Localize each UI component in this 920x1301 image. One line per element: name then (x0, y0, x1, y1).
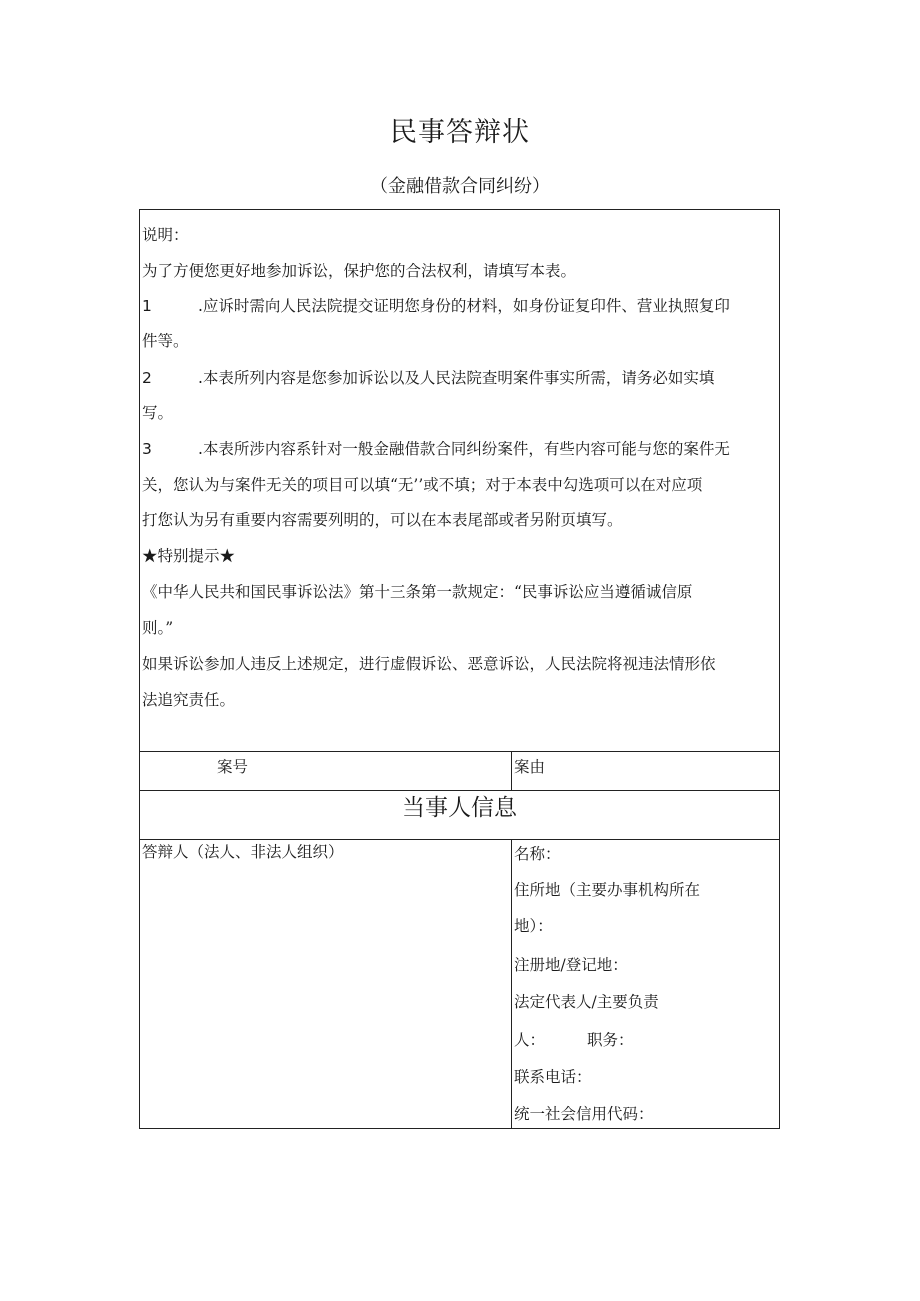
field-address-line-1: 住所地（主要办事机构所在 (514, 881, 701, 899)
document-title: 民事答辩状 (390, 117, 530, 148)
field-position: 职务： (587, 1031, 634, 1049)
item-3-line-2: 关，您认为与案件无关的项目可以填“无’’或不填；对于本表中勾选项可以在对应项 (142, 476, 703, 494)
divider-case-row-top (140, 751, 779, 752)
instructions-heading: 说明： (142, 226, 189, 244)
field-phone: 联系电话： (514, 1068, 592, 1086)
item-2-line-1: .本表所列内容是您参加诉讼以及人民法院查明案件事实所需，请务必如实填 (198, 369, 715, 387)
field-legal-rep-line-1: 法定代表人/主要负责 (514, 993, 659, 1011)
divider-case-row-middle (511, 751, 512, 790)
case-number-label: 案号 (217, 758, 249, 776)
field-registration: 注册地/登记地： (514, 956, 628, 974)
item-1-line-2: 件等。 (142, 332, 189, 350)
document-subtitle: （金融借款合同纠纷） (370, 176, 550, 197)
warning-line-1: 如果诉讼参加人违反上述规定，进行虚假诉讼、恶意诉讼，人民法院将视违法情形依 (142, 655, 716, 673)
case-cause-label: 案由 (514, 758, 546, 776)
field-name: 名称： (514, 845, 561, 863)
item-1-line-1: .应诉时需向人民法院提交证明您身份的材料，如身份证复印件、营业执照复印 (198, 297, 730, 315)
field-legal-rep-line-2: 人： (514, 1031, 546, 1049)
item-1-number: 1 (142, 297, 152, 315)
item-3-number: 3 (142, 440, 152, 458)
item-3-line-1: .本表所涉内容系针对一般金融借款合同纠纷案件，有些内容可能与您的案件无 (198, 440, 730, 458)
divider-respondent-middle (511, 839, 512, 1129)
field-credit-code: 统一社会信用代码： (514, 1105, 654, 1123)
law-line-2: 则。” (142, 619, 174, 637)
divider-party-heading-top (140, 790, 779, 791)
special-notice: ★特别提示★ (142, 547, 236, 565)
form-table (139, 209, 780, 1129)
divider-respondent-top (140, 839, 779, 840)
law-line-1: 《中华人民共和国民事诉讼法》第十三条第一款规定：“民事诉讼应当遵循诚信原 (142, 583, 693, 601)
instructions-intro: 为了方便您更好地参加诉讼，保护您的合法权利，请填写本表。 (142, 262, 577, 280)
warning-line-2: 法追究责任。 (142, 691, 236, 709)
field-address-line-2: 地）： (514, 917, 553, 935)
respondent-label: 答辩人（法人、非法人组织） (142, 843, 344, 861)
item-2-number: 2 (142, 369, 152, 387)
item-3-line-3: 打您认为另有重要内容需要列明的，可以在本表尾部或者另附页填写。 (142, 511, 623, 529)
party-info-heading: 当事人信息 (402, 795, 517, 821)
item-2-line-2: 写。 (142, 404, 174, 422)
